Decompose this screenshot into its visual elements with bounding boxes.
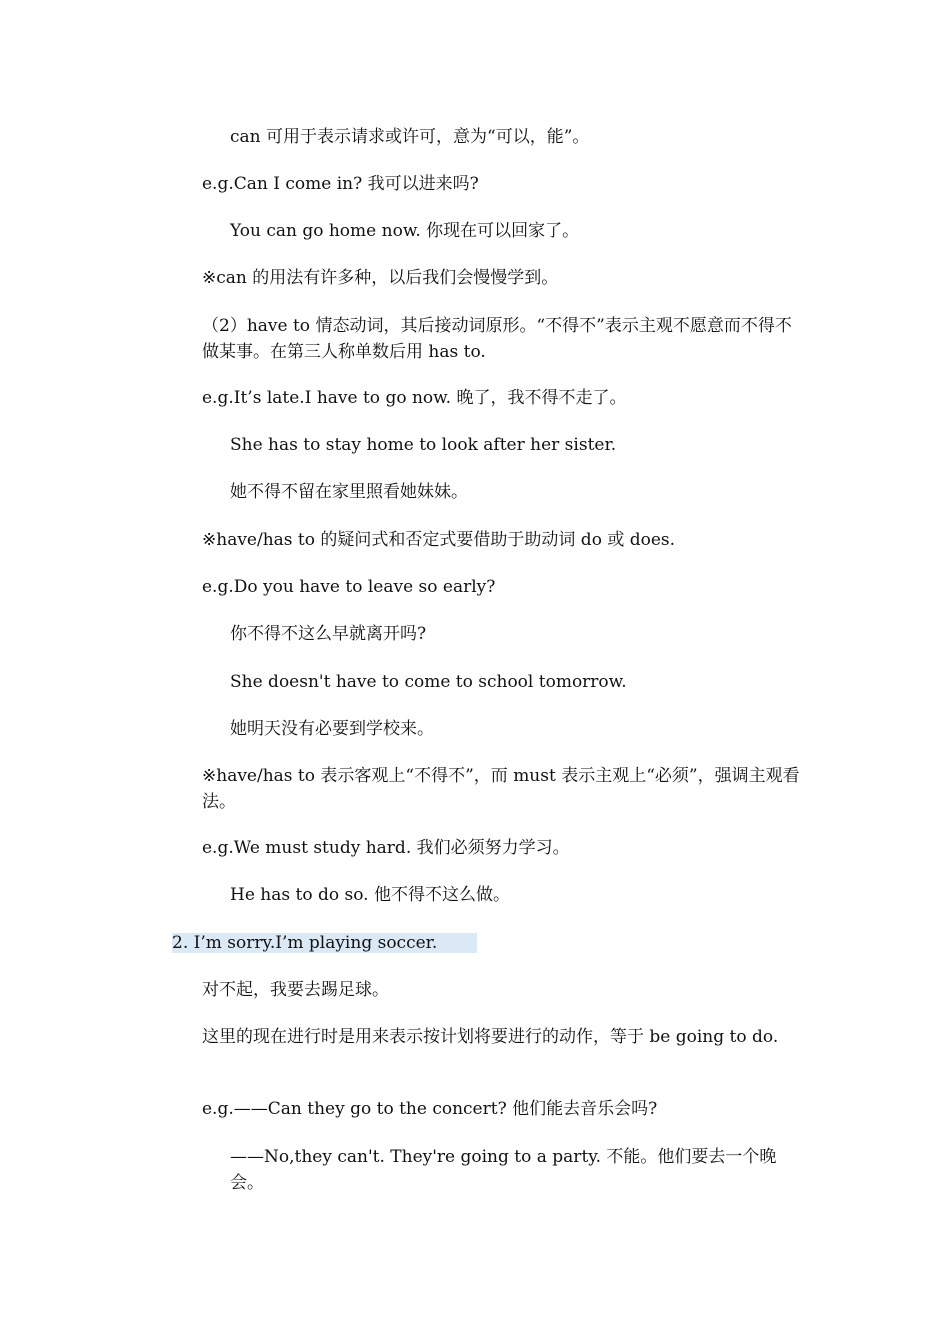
text-line-6: e.g.It’s late.I have to go now. 晚了，我不得不走了。 [202,388,627,408]
text-line-8: 她不得不留在家里照看她妹妹。 [230,482,468,502]
text-line-12: She doesn't have to come to school tomorrow. [230,672,627,692]
text-line-1: can 可用于表示请求或许可，意为“可以，能”。 [230,127,590,147]
text-line-3: You can go home now. 你现在可以回家了。 [230,221,580,241]
text-line-4: ※can 的用法有许多种，以后我们会慢慢学到。 [202,268,559,288]
text-line-7: She has to stay home to look after her sister. [230,435,617,455]
text-line-9: ※have/has to 的疑问式和否定式要借助于助动词 do 或 does. [202,530,676,550]
text-line-10: e.g.Do you have to leave so early? [202,577,496,597]
text-line-15: e.g.We must study hard. 我们必须努力学习。 [202,838,570,858]
text-line-5: （2）have to 情态动词，其后接动词原形。“不得不”表示主观不愿意而不得不做某事。在第三人称单数后用 has to. [202,316,792,362]
highlighted-heading: 2. I’m sorry.I’m playing soccer. [172,933,477,953]
text-line-2: e.g.Can I come in? 我可以进来吗? [202,174,479,194]
text-line-20: e.g.——Can they go to the concert? 他们能去音乐会吗? [202,1099,658,1119]
text-line-16: He has to do so. 他不得不这么做。 [230,885,510,905]
section-heading-line [172,930,477,956]
text-line-19: 这里的现在进行时是用来表示按计划将要进行的动作，等于 be going to do. [202,1027,779,1047]
text-line-13: 她明天没有必要到学校来。 [230,719,434,739]
text-line-14: ※have/has to 表示客观上“不得不”，而 must 表示主观上“必须”，强调主观看法。 [202,766,800,812]
text-line-21: ——No,they can't. They're going to a party. 不能。他们要去一个晚会。 [230,1147,777,1193]
text-line-18: 对不起，我要去踢足球。 [202,980,389,1000]
text-line-11: 你不得不这么早就离开吗? [230,624,427,644]
